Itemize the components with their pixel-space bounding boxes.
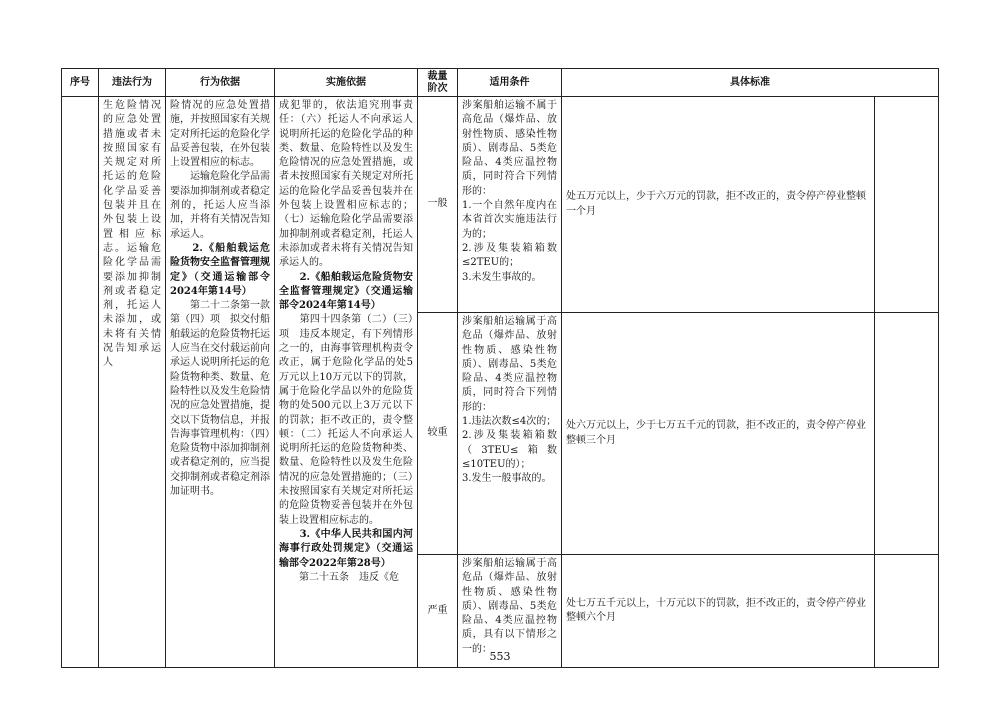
cell-conditions	[458, 313, 562, 555]
basis-paragraph-1: 险情况的应急处置措施，并按照国家有关规定对所托运的危险化学品妥善包装，在外包装上设置相应的标志。 运输危险化学品需要添加抑制剂或者稳定剂的，托运人应当添加，并将有关情况告知承运人。	[170, 100, 270, 240]
header-level: 裁量 阶次	[418, 69, 458, 97]
cell-extra	[875, 313, 939, 555]
conditions-text: 涉案船舶运输不属于高危品（爆炸品、放射性物质、感染性物质）、剧毒品、5类危险品、4类应温控物质，同时符合下列情形的： 1.一个自然年度内在本省首次实施违法行为的； 2.涉及集装箱箱数≤2TEU的； 3.未发生事故的。	[462, 100, 557, 283]
table-header-row	[62, 69, 939, 97]
cell-basis	[166, 97, 275, 668]
cell-level: 一般	[418, 97, 458, 313]
impl-paragraph-2: 第四十四条第（二）（三）项 违反本规定，有下列情形之一的，由海事管理机构责令改正，属于危险化学品的处5万元以上10万元以下的罚款，属于危险化学品以外的危险货物的处500元以上3万元以下的罚款；拒不改正的，责令整顿：（二）托运人不向承运人说明所托运的危险货物种类、数量、危险特性以及发生危险情况的应急处置措施的；（三）未按照国家有关规定对所托运的危险货物妥善包装并在外包装上设置相应标志的。	[279, 314, 413, 526]
conditions-text: 涉案船舶运输属于高危品（爆炸品、放射性物质、感染性物质）、剧毒品、5类危险品、4类应温控物质，具有以下情形之一的：	[462, 558, 557, 655]
impl-heading-3: 3.《中华人民共和国内河海事行政处罚规定》（交通运输部令2022年第28号）	[279, 528, 413, 569]
header-basis: 行为依据	[166, 69, 275, 97]
cell-standard: 处七万五千元以上，十万元以下的罚款，拒不改正的，责令停产停业整顿六个月	[562, 555, 875, 668]
impl-paragraph-1: 成犯罪的，依法追究刑事责任：（六）托运人不向承运人说明所托运的危险化学品的种类、数量、危险特性以及发生危险情况的应急处置措施，或者未按照国家有关规定对所托运的危险化学品妥善包装并在外包装上设置相应标志的；（七）运输危险化学品需要添加抑制剂或者稳定剂，托运人未添加或者未将有关情况告知承运人的。	[279, 100, 413, 269]
impl-heading-2: 2.《船舶载运危险货物安全监督管理规定》（交通运输部令2024年第14号）	[279, 271, 413, 312]
header-impl-basis: 实施依据	[275, 69, 418, 97]
cell-standard: 处五万元以上，少于六万元的罚款，拒不改正的，责令停产停业整顿一个月	[562, 97, 875, 313]
conditions-text: 涉案船舶运输属于高危品（爆炸品、放射性物质、感染性物质）、剧毒品、5类危险品、4类应温控物质，同时符合下列情形的： 1.违法次数≤4次的； 2.涉及集装箱箱数（3TEU≤箱数≤10TEU的）； 3.发生一般事故的。	[462, 316, 557, 485]
cell-violation	[99, 97, 166, 668]
header-conditions: 适用条件	[458, 69, 562, 97]
cell-extra	[875, 97, 939, 313]
violation-text: 生危险情况的应急处置措施或者未按照国家有关规定对所托运的危险化学品妥善包装并且在外包装上设置相应标志。运输危险化学品需要添加抑制剂或者稳定剂，托运人未添加，或未将有关情况告知承运人	[103, 100, 161, 369]
cell-impl-basis	[275, 97, 418, 668]
basis-paragraph-2: 第二十二条第一款第（四）项 拟交付船舶载运的危险货物托运人应当在交付载运前向承运人说明所托运的危险货物种类、数量、危险特性以及发生危险情况的应急处置措施，提交以下货物信息，并报告海事管理机构：（四）危险货物中添加抑制剂或者稳定剂的，应当提交抑制剂或者稳定剂添加证明书。	[170, 300, 270, 498]
cell-level: 严重	[418, 555, 458, 668]
table-row	[62, 97, 939, 313]
penalty-standard-table	[61, 68, 939, 668]
page-number: 553	[489, 650, 511, 663]
header-no: 序号	[62, 69, 99, 97]
cell-level: 较重	[418, 313, 458, 555]
header-violation: 违法行为	[99, 69, 166, 97]
cell-conditions	[458, 97, 562, 313]
impl-paragraph-3: 第二十五条 违反《危	[279, 571, 399, 583]
basis-heading-2: 2.《船舶载运危险货物安全监督管理规定》（交通运输部令2024年第14号）	[170, 242, 270, 297]
cell-no	[62, 97, 99, 668]
header-standard: 具体标准	[562, 69, 939, 97]
cell-standard: 处六万元以上，少于七万五千元的罚款，拒不改正的，责令停产停业整顿三个月	[562, 313, 875, 555]
